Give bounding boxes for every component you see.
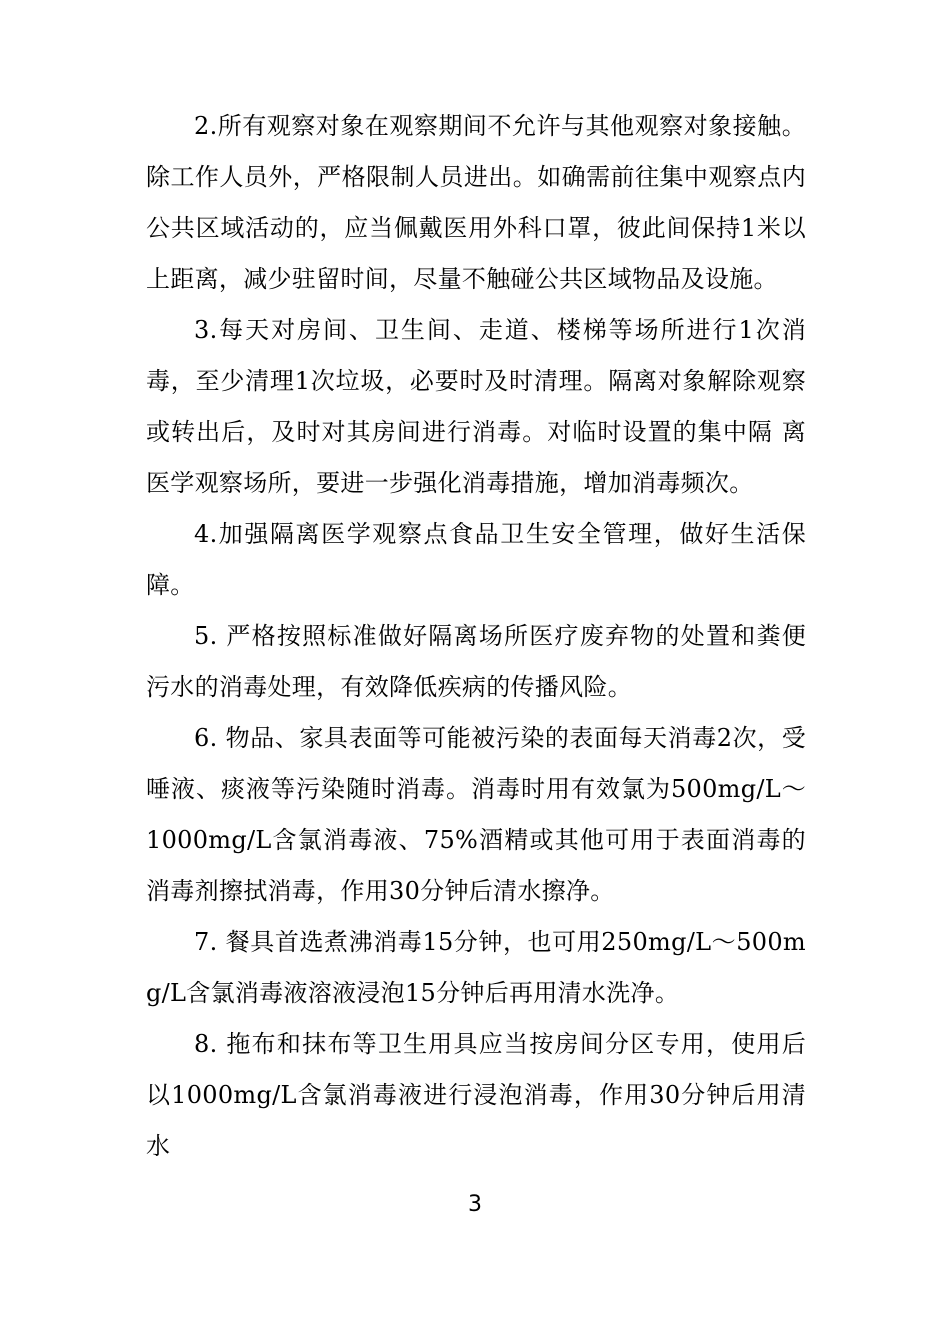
page-number: 3 [468,1192,482,1217]
document-body [146,101,806,1172]
paragraph-item-7: 7. 餐具首选煮沸消毒15分钟，也可用250mg/L～500mg/L含氯消毒液溶液浸泡15分钟后再用清水洗净。 [146,928,806,1007]
paragraph-item-5: 5. 严格按照标准做好隔离场所医疗废弃物的处置和粪便污水的消毒处理，有效降低疾病的传播风险。 [146,622,806,701]
paragraph-item-2: 2.所有观察对象在观察期间不允许与其他观察对象接触。除工作人员外，严格限制人员进出。如确需前往集中观察点内公共区域活动的，应当佩戴医用外科口罩，彼此间保持1米以上距离，减少驻留时间，尽量不触碰公共区域物品及设施。 [146,112,806,293]
paragraph-item-3: 3.每天对房间、卫生间、走道、楼梯等场所进行1次消毒，至少清理1次垃圾，必要时及时清理。隔离对象解除观察或转出后，及时对其房间进行消毒。对临时设置的集中隔 离医学观察场所，要进一步强化消毒措施，增加消毒频次。 [146,316,806,497]
paragraph-item-4: 4.加强隔离医学观察点食品卫生安全管理，做好生活保障。 [146,520,806,599]
paragraph-item-8: 8. 拖布和抹布等卫生用具应当按房间分区专用，使用后以1000mg/L含氯消毒液进行浸泡消毒，作用30分钟后用清水 [146,1030,806,1160]
paragraph-item-6: 6. 物品、家具表面等可能被污染的表面每天消毒2次，受唾液、痰液等污染随时消毒。消毒时用有效氯为500mg/L～1000mg/L含氯消毒液、75%酒精或其他可用于表面消毒的消毒剂擦拭消毒，作用30分钟后清水擦净。 [146,724,806,905]
